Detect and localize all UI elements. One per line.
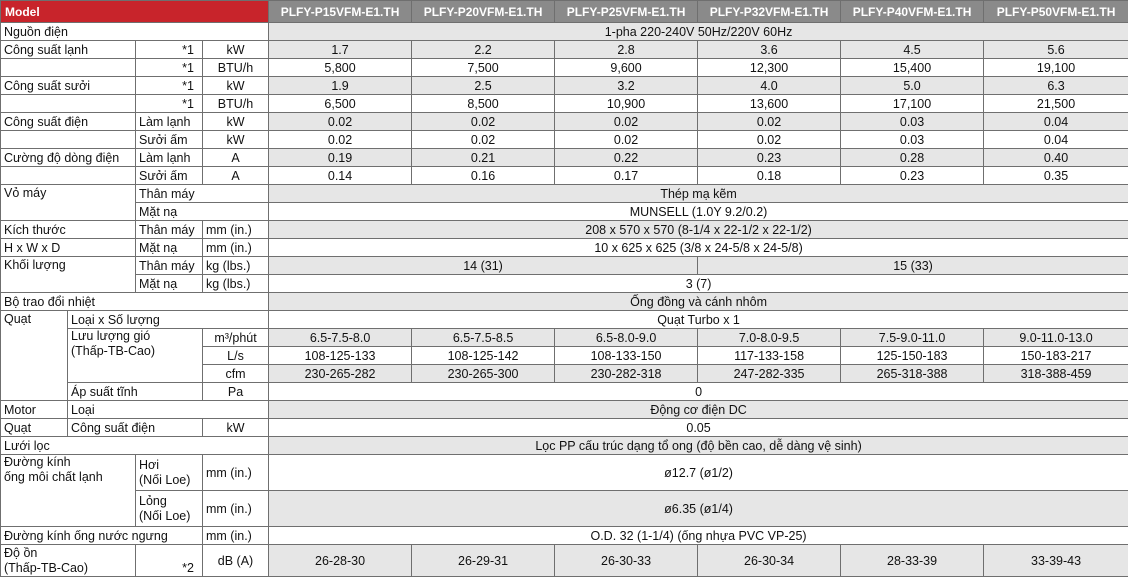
value-cell: 2.2 <box>412 41 555 59</box>
noise-label-range: (Thấp-TB-Cao) <box>4 560 89 575</box>
sub-label: Công suất điện <box>68 419 203 437</box>
sub-label: Loại x Số lượng <box>68 311 269 329</box>
dimensions-panel-row <box>1 239 1128 257</box>
header-row <box>1 1 1128 23</box>
note-mark: *1 <box>136 41 203 59</box>
value-cell: 0.02 <box>269 131 412 149</box>
refrigerant-gas-row <box>1 455 1128 491</box>
sub-label <box>68 329 203 383</box>
noise-label: Độ ồn <box>4 545 38 560</box>
value-cell: 0.22 <box>555 149 698 167</box>
value-cell: 0.18 <box>698 167 841 185</box>
fan-airflow-m3-row <box>1 329 1128 347</box>
unit-cell: kW <box>203 131 269 149</box>
row-label: Motor <box>1 401 68 419</box>
note-mark: *1 <box>136 95 203 113</box>
value-cell: 7,500 <box>412 59 555 77</box>
unit-cell: kW <box>203 113 269 131</box>
unit-cell: A <box>203 149 269 167</box>
model-name: PLFY-P40VFM-E1.TH <box>841 1 984 23</box>
value-cell: 12,300 <box>698 59 841 77</box>
value-cell: 6,500 <box>269 95 412 113</box>
unit-cell: mm (in.) <box>203 491 269 527</box>
value-cell: 4.5 <box>841 41 984 59</box>
airflow-label: Lưu lượng gió <box>71 329 151 343</box>
sub-label: Mặt nạ <box>136 239 203 257</box>
model-name: PLFY-P25VFM-E1.TH <box>555 1 698 23</box>
value-cell: 265-318-388 <box>841 365 984 383</box>
value-cell: 230-282-318 <box>555 365 698 383</box>
value-cell: 26-30-33 <box>555 545 698 577</box>
model-name: PLFY-P20VFM-E1.TH <box>412 1 555 23</box>
weight-body-row <box>1 257 1128 275</box>
unit-cell: kg (lbs.) <box>203 275 269 293</box>
note-mark: *1 <box>136 59 203 77</box>
row-label <box>1 545 136 577</box>
value-cell: MUNSELL (1.0Y 9.2/0.2) <box>269 203 1128 221</box>
heat-exchanger-row <box>1 293 1128 311</box>
value-cell: 15,400 <box>841 59 984 77</box>
fan-static-row <box>1 383 1128 401</box>
sub-label: Thân máy <box>136 257 203 275</box>
value-cell: 208 x 570 x 570 (8-1/4 x 22-1/2 x 22-1/2) <box>269 221 1128 239</box>
casing-panel-row <box>1 203 1128 221</box>
value-cell: 10 x 625 x 625 (3/8 x 24-5/8 x 24-5/8) <box>269 239 1128 257</box>
value-cell: 26-29-31 <box>412 545 555 577</box>
row-label-empty <box>1 95 136 113</box>
gas-label: Hơi <box>139 457 160 472</box>
row-label: Bộ trao đổi nhiệt <box>1 293 269 311</box>
model-name: PLFY-P15VFM-E1.TH <box>269 1 412 23</box>
value-cell: 17,100 <box>841 95 984 113</box>
drain-pipe-row <box>1 527 1128 545</box>
fan-type-row <box>1 311 1128 329</box>
value-cell: 5.6 <box>984 41 1128 59</box>
value-cell: Thép mạ kẽm <box>269 185 1128 203</box>
row-label: Quạt <box>1 419 68 437</box>
value-cell: 0.35 <box>984 167 1128 185</box>
sub-label: Áp suất tĩnh <box>68 383 203 401</box>
model-label: Model <box>1 1 269 23</box>
value-cell: 0.14 <box>269 167 412 185</box>
value-cell: 0.02 <box>412 131 555 149</box>
value-cell: 0.21 <box>412 149 555 167</box>
value-cell: ø12.7 (ø1/2) <box>269 455 1128 491</box>
refrigerant-label: Đường kính <box>4 455 71 469</box>
sub-label: Sưởi ấm <box>136 167 203 185</box>
casing-body-row <box>1 185 1128 203</box>
value-cell: O.D. 32 (1-1/4) (ống nhựa PVC VP-25) <box>269 527 1128 545</box>
value-cell: 0.23 <box>841 167 984 185</box>
value-cell: 108-125-133 <box>269 347 412 365</box>
row-label: Công suất lạnh <box>1 41 136 59</box>
sub-label <box>136 455 203 491</box>
unit-cell: mm (in.) <box>203 221 269 239</box>
noise-row <box>1 545 1128 577</box>
value-cell: 247-282-335 <box>698 365 841 383</box>
row-label: Quạt <box>1 311 68 401</box>
heating-kw-row <box>1 77 1128 95</box>
value-cell: 6.3 <box>984 77 1128 95</box>
sub-label: Sưởi ấm <box>136 131 203 149</box>
power-source-row <box>1 23 1128 41</box>
row-label: Khối lượng <box>1 257 136 293</box>
liquid-label: Lỏng <box>139 493 167 508</box>
unit-cell: kW <box>203 41 269 59</box>
row-label: Lưới lọc <box>1 437 269 455</box>
unit-cell: L/s <box>203 347 269 365</box>
value-cell: 1.7 <box>269 41 412 59</box>
value-cell: 0.19 <box>269 149 412 167</box>
value-cell: 0.02 <box>555 131 698 149</box>
unit-cell: mm (in.) <box>203 455 269 491</box>
value-cell: 117-133-158 <box>698 347 841 365</box>
row-label: Công suất sưởi <box>1 77 136 95</box>
value-cell: 0.04 <box>984 113 1128 131</box>
value-cell: 0.02 <box>698 131 841 149</box>
unit-cell: BTU/h <box>203 59 269 77</box>
value-cell: 6.5-7.5-8.0 <box>269 329 412 347</box>
current-heat-row <box>1 167 1128 185</box>
value-cell: 0.02 <box>698 113 841 131</box>
value-cell: Quạt Turbo x 1 <box>269 311 1128 329</box>
cooling-kw-row <box>1 41 1128 59</box>
value-cell: 0.02 <box>269 113 412 131</box>
row-label: H x W x D <box>1 239 136 257</box>
value-cell: 2.8 <box>555 41 698 59</box>
value-cell: 26-30-34 <box>698 545 841 577</box>
value-cell: 33-39-43 <box>984 545 1128 577</box>
sub-label: Thân máy <box>136 221 203 239</box>
value-cell: 7.5-9.0-11.0 <box>841 329 984 347</box>
row-label <box>1 455 136 527</box>
value-cell: 19,100 <box>984 59 1128 77</box>
unit-cell: kW <box>203 419 269 437</box>
value-cell: Lọc PP cấu trúc dạng tổ ong (độ bền cao, dễ dàng vệ sinh) <box>269 437 1128 455</box>
value-cell: 7.0-8.0-9.5 <box>698 329 841 347</box>
power-input-heat-row <box>1 131 1128 149</box>
unit-cell: mm (in.) <box>203 239 269 257</box>
value-cell: 108-133-150 <box>555 347 698 365</box>
row-label: Đường kính ống nước ngưng <box>1 527 203 545</box>
sub-label: Mặt nạ <box>136 275 203 293</box>
cooling-btu-row <box>1 59 1128 77</box>
value-cell: Động cơ điện DC <box>269 401 1128 419</box>
value-cell: 5,800 <box>269 59 412 77</box>
value-cell: 28-33-39 <box>841 545 984 577</box>
value-cell: 0.23 <box>698 149 841 167</box>
value-cell: 230-265-300 <box>412 365 555 383</box>
value-cell: 26-28-30 <box>269 545 412 577</box>
row-label: Công suất điện <box>1 113 136 131</box>
value-cell: 21,500 <box>984 95 1128 113</box>
unit-cell: mm (in.) <box>203 527 269 545</box>
value-cell: 6.5-7.5-8.5 <box>412 329 555 347</box>
value-cell: 13,600 <box>698 95 841 113</box>
value-cell: 2.5 <box>412 77 555 95</box>
value-cell: 15 (33) <box>698 257 1128 275</box>
value-cell: ø6.35 (ø1/4) <box>269 491 1128 527</box>
unit-cell: kg (lbs.) <box>203 257 269 275</box>
value-cell: 0.02 <box>555 113 698 131</box>
model-name: PLFY-P32VFM-E1.TH <box>698 1 841 23</box>
value-cell: 1.9 <box>269 77 412 95</box>
row-label-empty <box>1 167 136 185</box>
value-cell: 0.40 <box>984 149 1128 167</box>
value-cell: 0.28 <box>841 149 984 167</box>
sub-label: Làm lạnh <box>136 149 203 167</box>
unit-cell: kW <box>203 77 269 95</box>
liquid-label-2: (Nối Loe) <box>139 508 191 523</box>
value-cell: 9,600 <box>555 59 698 77</box>
motor-power-row <box>1 419 1128 437</box>
sub-label: Thân máy <box>136 185 269 203</box>
row-label: Cường độ dòng điện <box>1 149 136 167</box>
refrigerant-liquid-row <box>1 491 1128 527</box>
value-cell: 150-183-217 <box>984 347 1128 365</box>
value-cell: 0.17 <box>555 167 698 185</box>
note-mark: *2 <box>136 545 203 577</box>
row-label-empty <box>1 131 136 149</box>
unit-cell: A <box>203 167 269 185</box>
value-cell: 125-150-183 <box>841 347 984 365</box>
unit-cell: dB (A) <box>203 545 269 577</box>
sub-label: Loại <box>68 401 269 419</box>
row-label: Nguồn điện <box>1 23 269 41</box>
value-cell: 9.0-11.0-13.0 <box>984 329 1128 347</box>
value-cell: 0 <box>269 383 1128 401</box>
value-cell: 0.03 <box>841 131 984 149</box>
row-label: Kích thước <box>1 221 136 239</box>
weight-panel-row <box>1 275 1128 293</box>
value-cell: 5.0 <box>841 77 984 95</box>
value-cell: 6.5-8.0-9.0 <box>555 329 698 347</box>
filter-row <box>1 437 1128 455</box>
unit-cell: cfm <box>203 365 269 383</box>
value-cell: 3 (7) <box>269 275 1128 293</box>
value-cell: 318-388-459 <box>984 365 1128 383</box>
note-mark: *1 <box>136 77 203 95</box>
value-cell: 4.0 <box>698 77 841 95</box>
power-input-cool-row <box>1 113 1128 131</box>
value-cell: 3.6 <box>698 41 841 59</box>
value-cell: Ống đồng và cánh nhôm <box>269 293 1128 311</box>
value-cell: 0.16 <box>412 167 555 185</box>
unit-cell: Pa <box>203 383 269 401</box>
unit-cell: BTU/h <box>203 95 269 113</box>
airflow-label-range: (Thấp-TB-Cao) <box>71 344 156 358</box>
unit-cell: m³/phút <box>203 329 269 347</box>
value-cell: 0.05 <box>269 419 1128 437</box>
value-cell: 0.04 <box>984 131 1128 149</box>
gas-label-2: (Nối Loe) <box>139 472 191 487</box>
heating-btu-row <box>1 95 1128 113</box>
sub-label: Mặt nạ <box>136 203 269 221</box>
value-cell: 10,900 <box>555 95 698 113</box>
model-name: PLFY-P50VFM-E1.TH <box>984 1 1128 23</box>
refrigerant-label-2: ống môi chất lạnh <box>4 470 103 484</box>
current-cool-row <box>1 149 1128 167</box>
dimensions-body-row <box>1 221 1128 239</box>
value-cell: 108-125-142 <box>412 347 555 365</box>
value-cell: 0.03 <box>841 113 984 131</box>
value-cell: 8,500 <box>412 95 555 113</box>
sub-label <box>136 491 203 527</box>
sub-label: Làm lạnh <box>136 113 203 131</box>
row-label-empty <box>1 59 136 77</box>
value-cell: 230-265-282 <box>269 365 412 383</box>
motor-type-row <box>1 401 1128 419</box>
value-cell: 14 (31) <box>269 257 698 275</box>
value-cell: 1-pha 220-240V 50Hz/220V 60Hz <box>269 23 1128 41</box>
row-label: Vỏ máy <box>1 185 136 221</box>
value-cell: 3.2 <box>555 77 698 95</box>
value-cell: 0.02 <box>412 113 555 131</box>
